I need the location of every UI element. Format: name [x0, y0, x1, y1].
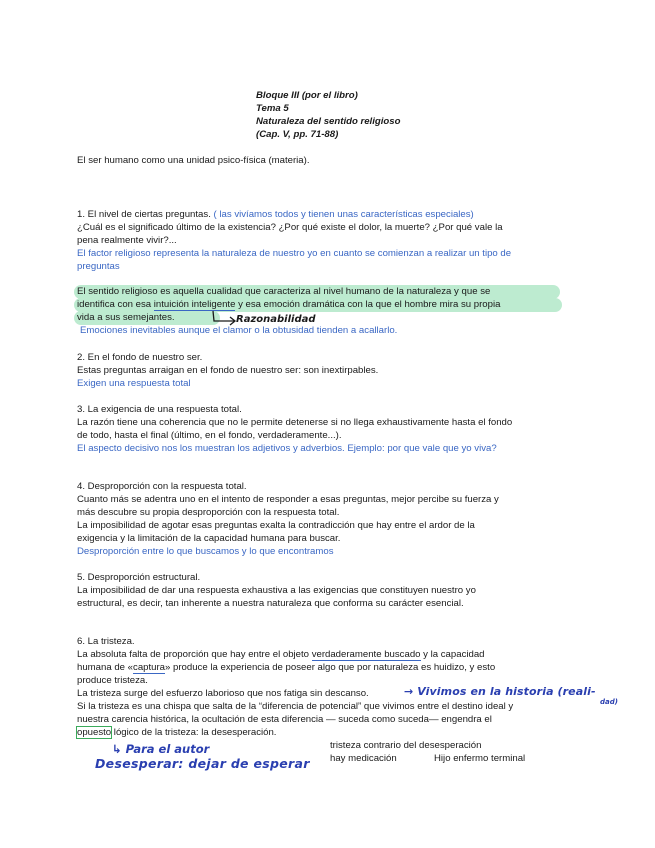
- section-1-question-1: ¿Cuál es el significado último de la existencia? ¿Por qué existe el dolor, la muerte? ¿Por qué vale la: [77, 222, 503, 233]
- opuesto-boxed: opuesto: [77, 727, 112, 738]
- section-2-title: 2. En el fondo de nuestro ser.: [77, 352, 203, 363]
- definition-line-2-c: y esa emoción dramática con la que el hombre mira su propia: [235, 299, 501, 310]
- section-1-note: ( las vivíamos todos y tienen unas características especiales): [213, 209, 474, 220]
- section-3-note: El aspecto decisivo nos los muestran los adjetivos y adverbios. Ejemplo: por que vale que yo viva?: [77, 443, 497, 454]
- definition-line-1: El sentido religioso es aquella cualidad que caracteriza al nivel humano de la naturaleza y que se: [77, 286, 491, 297]
- definition-line-2-a: identifica con esa: [77, 299, 154, 310]
- section-6-line-1-c: y la capacidad: [420, 649, 485, 660]
- para-el-autor-note: ↳ Para el autor: [112, 742, 210, 756]
- intro-text: El ser humano como una unidad psico-física (materia).: [77, 155, 310, 166]
- razonabilidad-note: Razonabilidad: [236, 314, 316, 325]
- side-note-2a: hay medicación: [330, 753, 397, 764]
- section-4-title: 4. Desproporción con la respuesta total.: [77, 481, 247, 492]
- section-6-line-5: Si la tristeza es una chispa que salta de la “diferencia de potencial” que vivimos entre el destino ideal y: [77, 701, 514, 712]
- header-line-2: Tema 5: [256, 103, 289, 114]
- section-6-line-3: produce tristeza.: [77, 675, 148, 686]
- section-5-line-2: estructural, es decir, tan inherente a nuestra naturaleza que conforma su carácter esencial.: [77, 598, 464, 609]
- verdaderamente-buscado: verdaderamente buscado: [311, 649, 421, 660]
- section-5-title: 5. Desproporción estructural.: [77, 572, 201, 583]
- section-6-line-6: nuestra carencia histórica, la ocultación de esta diferencia — suceda como suceda— engendra el: [77, 714, 492, 725]
- header-line-4: (Cap. V, pp. 71-88): [256, 129, 339, 140]
- definition-line-2: [77, 299, 500, 312]
- section-1-note-line-1: El factor religioso representa la naturaleza de nuestro yo en cuanto se comienzan a realizar un tipo de: [77, 248, 512, 259]
- captura: captura: [133, 662, 166, 673]
- section-6-line-1: [77, 649, 485, 662]
- side-note-1: tristeza contrario del desesperación: [330, 740, 482, 751]
- section-4-line-2: más descubre su propia desproporción con la respuesta total.: [77, 507, 340, 518]
- section-6-line-1-a: La absoluta falta de proporción que hay entre el objeto: [77, 649, 312, 660]
- section-1-note-line-2: preguntas: [77, 261, 120, 272]
- intuicion-inteligente: intuición inteligente: [153, 299, 236, 310]
- section-6-line-2-c: » produce la experiencia de poseer algo que por naturaleza es huidizo, y esto: [165, 662, 496, 673]
- section-6-line-2-a: humana de «: [77, 662, 134, 673]
- section-6-line-7-b: lógico de la tristeza: la desesperación.: [111, 727, 277, 738]
- section-1-title: [77, 209, 474, 222]
- section-6-title: 6. La tristeza.: [77, 636, 135, 647]
- vivimos-historia-note-cont: dad): [600, 698, 618, 706]
- section-6-line-2: [77, 662, 495, 675]
- section-3-title: 3. La exigencia de una respuesta total.: [77, 404, 242, 415]
- section-3-line-1: La razón tiene una coherencia que no le permite detenerse si no llega exhaustivamente hasta el fondo: [77, 417, 513, 428]
- section-6-line-4: La tristeza surge del esfuerzo laborioso que nos fatiga sin descanso.: [77, 688, 369, 699]
- section-3-line-2: de todo, hasta el final (último, en el fondo, verdaderamente...).: [77, 430, 342, 441]
- section-6-line-7: [77, 727, 276, 740]
- section-5-line-1: La imposibilidad de dar una respuesta exhaustiva a las exigencias que constituyen nuestro yo: [77, 585, 476, 596]
- section-4-note: Desproporción entre lo que buscamos y lo que encontramos: [77, 546, 334, 557]
- section-4-line-3: La imposibilidad de agotar esas preguntas exalta la contradicción que hay entre el ardor de la: [77, 520, 475, 531]
- section-4-line-1: Cuanto más se adentra uno en el intento de responder a esas preguntas, mejor percibe su fuerza y: [77, 494, 499, 505]
- section-2-note: Exigen una respuesta total: [77, 378, 191, 389]
- header-line-1: Bloque III (por el libro): [256, 90, 358, 101]
- side-note-2b: Hijo enfermo terminal: [434, 753, 526, 764]
- section-1-question-2: pena realmente vivir?...: [77, 235, 177, 246]
- emotions-note: Emociones inevitables aunque el clamor o la obtusidad tienden a acallarlo.: [80, 325, 398, 336]
- desesperar-note: Desesperar: dejar de esperar: [95, 756, 310, 771]
- vivimos-historia-note: → Vivimos en la historia (reali-: [404, 685, 596, 698]
- definition-line-3: vida a sus semejantes.: [77, 312, 175, 323]
- section-1-heading: 1. El nivel de ciertas preguntas.: [77, 209, 211, 220]
- header-line-3: Naturaleza del sentido religioso: [256, 116, 401, 127]
- section-4-line-4: exigencia y la limitación de la capacidad humana para buscar.: [77, 533, 341, 544]
- section-2-line-1: Estas preguntas arraigan en el fondo de nuestro ser: son inextirpables.: [77, 365, 379, 376]
